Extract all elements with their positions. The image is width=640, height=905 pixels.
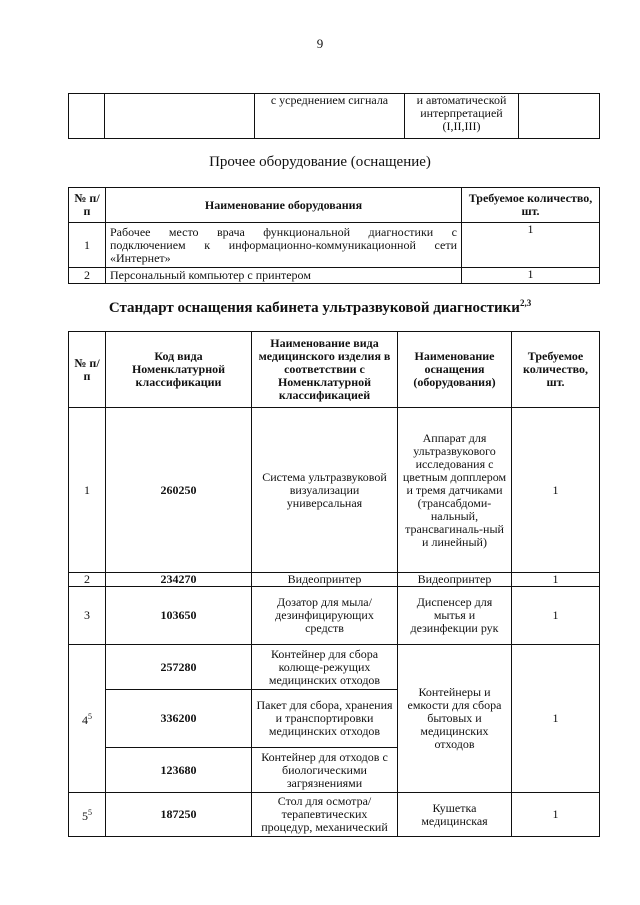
- cell-empty: [105, 94, 255, 139]
- row-name: Контейнер для сбора колюще-режущих медицинских отходов: [252, 645, 398, 690]
- row-equip: Кушетка медицинская: [398, 793, 512, 837]
- row-qty: 1: [512, 587, 600, 645]
- row-num: 2: [69, 573, 106, 587]
- header-qty: Требуемое количество, шт.: [512, 332, 600, 408]
- usd-title-footnote: 2,3: [519, 298, 532, 308]
- group-num: 4: [82, 713, 88, 727]
- header-equip: Наименование оснащения (оборудования): [398, 332, 512, 408]
- row-num: 1: [69, 408, 106, 573]
- header-name: Наименование вида медицинского изделия в соответствии с Номенклатурной классификацией: [252, 332, 398, 408]
- row-code: 123680: [106, 748, 252, 793]
- row-equip: Аппарат для ультразвукового исследования с цветным допплером и тремя датчиками (трансабдоми-нальный, трансвагиналь-ный и линейный): [398, 408, 512, 573]
- continuation-table: [68, 93, 600, 139]
- row-num: [69, 645, 106, 793]
- table-row: [69, 587, 600, 645]
- row-equip: Диспенсер для мытья и дезинфекции рук: [398, 587, 512, 645]
- header-name: Наименование оборудования: [106, 188, 462, 223]
- row-num: 3: [69, 587, 106, 645]
- row-equip: Контейнеры и емкости для сбора бытовых и медицинских отходов: [398, 645, 512, 793]
- row-name: Дозатор для мыла/ дезинфицирующих средств: [252, 587, 398, 645]
- table-row: [69, 408, 600, 573]
- table-row: [69, 94, 600, 139]
- row-num: 1: [69, 223, 106, 268]
- row-name: Видеопринтер: [252, 573, 398, 587]
- table-row: [69, 268, 600, 284]
- row-name: Персональный компьютер с принтером: [106, 268, 462, 284]
- row-code: 103650: [106, 587, 252, 645]
- row5-num: 5: [82, 809, 88, 823]
- cell-method: с усреднением сигнала: [255, 94, 405, 139]
- row-qty: 1: [512, 645, 600, 793]
- row-name: Система ультразвуковой визуализации универсальная: [252, 408, 398, 573]
- header-row: [69, 332, 600, 408]
- table-row: [69, 793, 600, 837]
- row-code: 260250: [106, 408, 252, 573]
- row-name: Контейнер для отходов с биологическими загрязнениями: [252, 748, 398, 793]
- header-row: [69, 188, 600, 223]
- group-num-footnote: 5: [88, 712, 92, 721]
- row-qty: 1: [512, 408, 600, 573]
- row-name: Стол для осмотра/терапевтических процедур, механический: [252, 793, 398, 837]
- table-row: [69, 573, 600, 587]
- other-equipment-table: [68, 187, 600, 284]
- header-code: Код вида Номенклатурной классификации: [106, 332, 252, 408]
- row-code: 336200: [106, 690, 252, 748]
- row-qty: 1: [462, 223, 600, 268]
- header-num: № п/п: [69, 188, 106, 223]
- row-equip: Видеопринтер: [398, 573, 512, 587]
- header-qty: Требуемое количество, шт.: [462, 188, 600, 223]
- table-row: [69, 645, 600, 690]
- page-number: 9: [316, 36, 324, 51]
- usd-equipment-table: [68, 331, 600, 837]
- row-code: 187250: [106, 793, 252, 837]
- row-num: [69, 793, 106, 837]
- header-num: № п/п: [69, 332, 106, 408]
- row-code: 234270: [106, 573, 252, 587]
- row-name: Рабочее место врача функциональной диагностики с подключением к информационно-коммуникационной сети «Интернет»: [106, 223, 462, 268]
- cell-interpretation: и автоматической интерпретацией (I,II,III): [405, 94, 519, 139]
- row-qty: 1: [512, 573, 600, 587]
- row-num: 2: [69, 268, 106, 284]
- usd-title-text: Стандарт оснащения кабинета ультразвуковой диагностики: [108, 300, 520, 316]
- row-qty: 1: [512, 793, 600, 837]
- cell-empty: [519, 94, 600, 139]
- row-code: 257280: [106, 645, 252, 690]
- other-equipment-title: Прочее оборудование (оснащение): [209, 154, 431, 170]
- row-qty: 1: [462, 268, 600, 284]
- table-row: [69, 223, 600, 268]
- row5-num-footnote: 5: [88, 808, 92, 817]
- usd-standard-title: [0, 298, 640, 317]
- row-name: Пакет для сбора, хранения и транспортировки медицинских отходов: [252, 690, 398, 748]
- cell-empty: [69, 94, 105, 139]
